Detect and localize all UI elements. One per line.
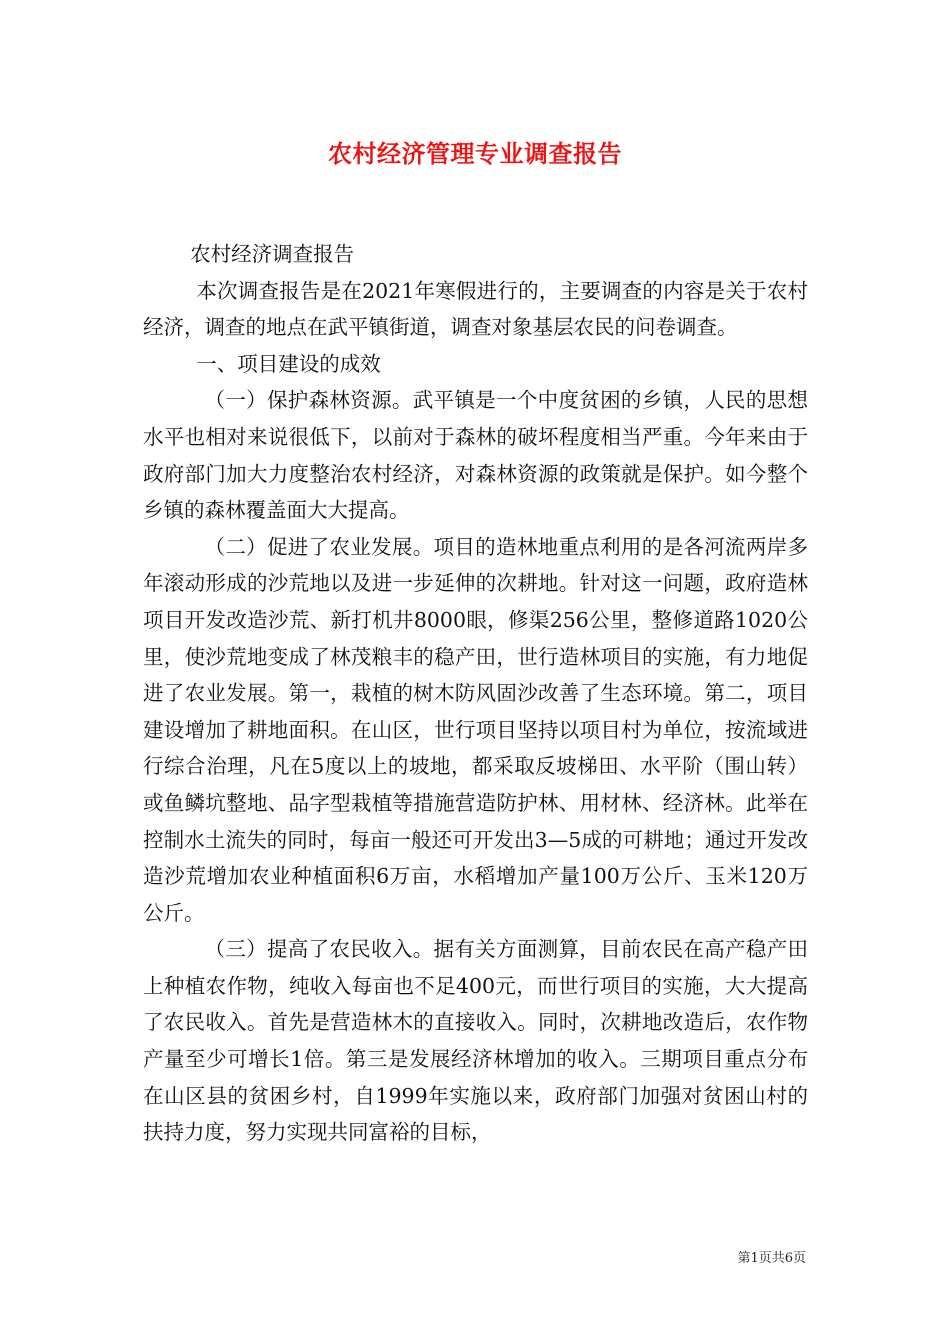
section-heading: 一、项目建设的成效 (196, 351, 381, 376)
page-number: 第1页共6页 (737, 1251, 806, 1266)
document-body (143, 236, 808, 1151)
document-title: 农村经济管理专业调查报告 (328, 139, 622, 168)
subtitle-paragraph: 农村经济调查报告 (190, 242, 355, 266)
section-paragraph-1: （一）保护森林资源。武平镇是一个中度贫困的乡镇，人民的思想水平也相对来说很低下，以前对于森林的破坏程度相当严重。今年来由于政府部门加大力度整治农村经济，对森林资源的政策就是保护。如今整个乡镇的森林覆盖面大大提高。 (143, 388, 808, 523)
section-paragraph-3: （三）提高了农民收入。据有关方面测算，目前农民在高产稳产田上种植农作物，纯收入每亩也不足400元，而世行项目的实施，大大提高了农民收入。首先是营造林木的直接收入。同时，次耕地改造后，农作物产量至少可增长1倍。第三是发展经济林增加的收入。三期项目重点分布在山区县的贫困乡村，自1999年实施以来，政府部门加强对贫困山村的扶持力度，努力实现共同富裕的目标， (143, 937, 808, 1145)
section-paragraph-2: （二）促进了农业发展。项目的造林地重点利用的是各河流两岸多年滚动形成的沙荒地以及进一步延伸的次耕地。针对这一问题，政府造林项目开发改造沙荒、新打机井8000眼，修渠256公里，整修道路1020公里，使沙荒地变成了林茂粮丰的稳产田，世行造林项目的实施，有力地促进了农业发展。第一，栽植的树木防风固沙改善了生态环境。第二，项目建设增加了耕地面积。在山区，世行项目坚持以项目村为单位，按流域进行综合治理，凡在5度以上的坡地，都采取反坡梯田、水平阶（围山转）或鱼鳞坑整地、品字型栽植等措施营造防护林、用材林、经济林。此举在控制水土流失的同时，每亩一般还可开发出3—5成的可耕地；通过开发改造沙荒增加农业种植面积6万亩，水稻增加产量100万公斤、玉米120万公斤。 (143, 534, 808, 925)
intro-paragraph: 本次调查报告是在2021年寒假进行的，主要调查的内容是关于农村经济，调查的地点在武平镇街道，调查对象基层农民的问卷调查。 (143, 278, 808, 340)
